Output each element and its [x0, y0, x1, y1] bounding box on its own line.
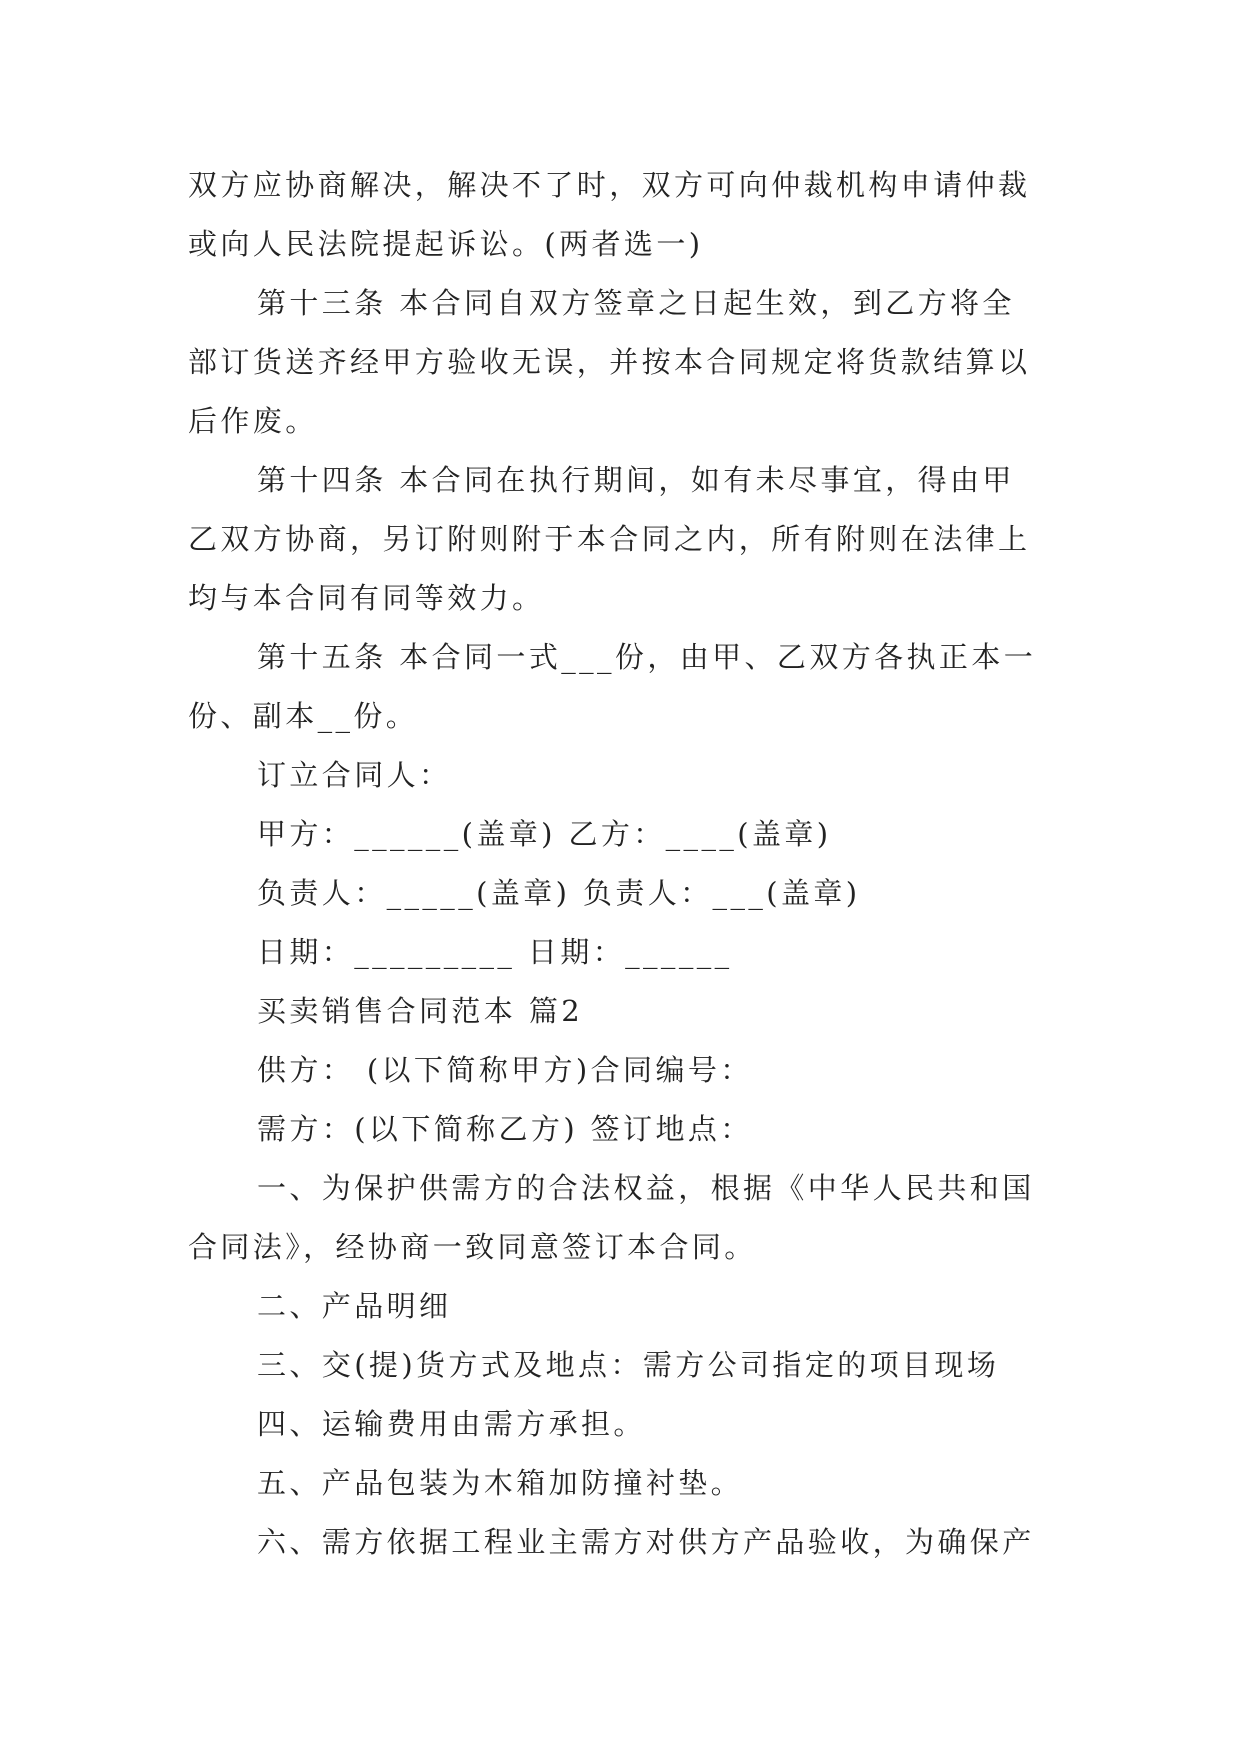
text-line: 均与本合同有同等效力。 — [188, 581, 545, 615]
article-13-heading-line: 第十三条 本合同自双方签章之日起生效，到乙方将全 — [257, 286, 1015, 320]
clause-4-line: 四、运输费用由需方承担。 — [257, 1407, 646, 1441]
signatories-label: 订立合同人： — [257, 758, 452, 792]
text-line: 或向人民法院提起诉讼。(两者选一) — [188, 227, 704, 261]
document-body — [188, 156, 1056, 1572]
supplier-line: 供方： (以下简称甲方)合同编号： — [257, 1053, 753, 1087]
party-signature-line: 甲方：______(盖章) 乙方：____(盖章) — [257, 817, 832, 851]
text-line: 部订货送齐经甲方验收无误，并按本合同规定将货款结算以 — [188, 345, 1031, 379]
clause-6-line: 六、需方依据工程业主需方对供方产品验收，为确保产 — [257, 1525, 1035, 1559]
section-title: 买卖销售合同范本 篇2 — [257, 994, 584, 1028]
buyer-line: 需方：(以下简称乙方) 签订地点： — [257, 1112, 753, 1146]
text-line: 乙双方协商，另订附则附于本合同之内，所有附则在法律上 — [188, 522, 1031, 556]
clause-5-line: 五、产品包装为木箱加防撞衬垫。 — [257, 1466, 744, 1500]
representative-signature-line: 负责人：_____(盖章) 负责人：___(盖章) — [257, 876, 861, 910]
text-line: 份、副本__份。 — [188, 699, 419, 733]
text-line: 双方应协商解决，解决不了时，双方可向仲裁机构申请仲裁 — [188, 168, 1031, 202]
article-15-heading-line: 第十五条 本合同一式___份，由甲、乙双方各执正本一 — [257, 640, 1037, 674]
clause-2-line: 二、产品明细 — [257, 1289, 452, 1323]
clause-3-line: 三、交(提)货方式及地点：需方公司指定的项目现场 — [257, 1348, 1000, 1382]
clause-1-line: 一、为保护供需方的合法权益，根据《中华人民共和国 — [257, 1171, 1035, 1205]
article-14-heading-line: 第十四条 本合同在执行期间，如有未尽事宜，得由甲 — [257, 463, 1015, 497]
text-line: 后作废。 — [188, 404, 318, 438]
text-line: 合同法》，经协商一致同意签订本合同。 — [188, 1230, 757, 1264]
date-line: 日期：_________ 日期：______ — [257, 935, 733, 969]
